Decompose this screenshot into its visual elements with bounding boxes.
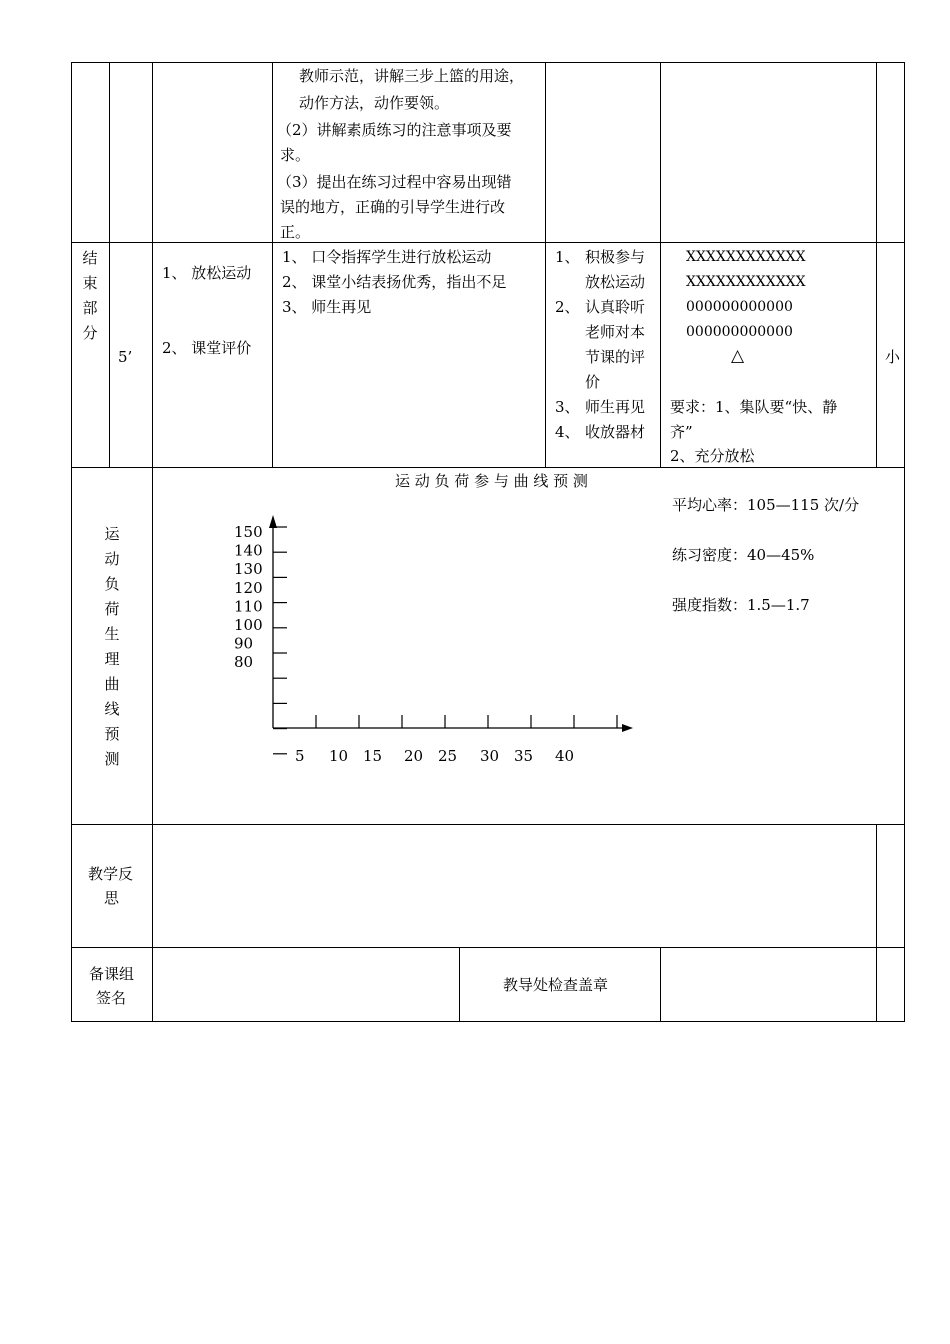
time-value: 5’: [118, 348, 133, 366]
student-activity-num: 4、: [555, 423, 580, 441]
student-activity-line: 节课的评: [585, 348, 646, 366]
row-divider-4: [71, 947, 905, 948]
table-border-right: [904, 62, 905, 1022]
x-tick-label: 30: [480, 747, 500, 765]
y-tick-label: 110: [234, 597, 263, 616]
requirement-line: 齐”: [670, 423, 693, 441]
col-divider-b: [152, 62, 153, 1022]
load-section-label: 运 动 负 荷 生 理 曲 线 预 测: [104, 525, 120, 768]
student-activity-line: 老师对本: [585, 323, 646, 341]
intensity-index-stat: 强度指数：1.5—1.7: [672, 596, 810, 614]
y-tick-label: 140: [234, 541, 263, 560]
student-activity-num: 2、: [555, 298, 580, 316]
x-tick-label: 25: [438, 747, 458, 765]
teacher-text-line: （3）提出在练习过程中容易出现错: [277, 173, 512, 191]
student-activity-num: 3、: [555, 398, 580, 416]
student-activity-line: 积极参与: [585, 248, 646, 266]
x-tick-label: 35: [514, 747, 534, 765]
col-divider-c: [272, 62, 273, 467]
teacher-text-line: 正。: [280, 223, 311, 241]
content-item: 2、 课堂评价: [162, 339, 252, 357]
y-tick-label: 120: [234, 578, 263, 597]
student-activity-line: 师生再见: [585, 398, 646, 416]
teacher-text-line: 误的地方，正确的引导学生进行改: [280, 198, 506, 216]
y-tick-label: 150: [234, 523, 263, 541]
teacher-text-line: 教师示范，讲解三步上篮的用途，: [299, 67, 525, 85]
x-tick-label: 15: [363, 747, 383, 765]
heart-rate-stat: 平均心率：105—115 次/分: [672, 496, 860, 514]
y-tick-label: 100: [234, 616, 263, 634]
col-divider-d: [545, 62, 546, 467]
row-divider-1: [71, 242, 905, 243]
student-activity-line: 价: [585, 373, 601, 391]
col-divider-f: [876, 62, 877, 467]
teacher-activity-item: 3、 师生再见: [282, 298, 372, 316]
signature-label-line: 备课组: [89, 965, 135, 983]
teacher-position-symbol: △: [731, 346, 745, 366]
y-tick-label: 130: [234, 560, 263, 579]
reflection-label-line: 思: [104, 889, 120, 907]
row-divider-3: [71, 824, 905, 825]
teacher-activity-item: 1、 口令指挥学生进行放松运动: [282, 248, 492, 266]
student-activity-num: 1、: [555, 248, 580, 266]
teacher-activity-item: 2、 课堂小结表扬优秀，指出不足: [282, 273, 507, 291]
check-stamp-label: 教导处检查盖章: [503, 976, 609, 994]
x-tick-label: 5: [295, 747, 305, 765]
teacher-text-line: 求。: [280, 146, 311, 164]
table-border-top: [71, 62, 905, 63]
col-divider-h: [660, 947, 661, 1022]
col-divider-e: [660, 62, 661, 467]
x-tick-label: 40: [555, 747, 575, 765]
formation-row: 000000000000: [686, 299, 793, 315]
content-item: 1、 放松运动: [162, 264, 252, 282]
student-activity-line: 收放器材: [585, 423, 646, 441]
x-axis-arrow: [622, 724, 633, 732]
intensity-value: 小: [885, 348, 901, 366]
y-tick-label: 80: [234, 653, 254, 672]
signature-label-line: 签名: [96, 989, 127, 1007]
col-divider-a: [109, 62, 110, 467]
requirement-line: 要求：1、集队要“快、静: [670, 398, 838, 416]
col-divider-f2: [876, 824, 877, 1022]
teacher-text-line: 动作方法，动作要领。: [299, 94, 450, 112]
col-divider-g: [459, 947, 460, 1022]
formation-row: 000000000000: [686, 324, 793, 340]
student-activity-line: 放松运动: [585, 273, 646, 291]
table-border-bottom: [71, 1021, 905, 1022]
formation-row: XXXXXXXXXXXX: [686, 274, 806, 290]
requirement-line: 2、充分放松: [670, 447, 755, 465]
y-tick-label: 90: [234, 634, 254, 653]
part-label: 结 束 部 分: [82, 249, 98, 342]
chart-title: 运 动 负 荷 参 与 曲 线 预 测: [395, 472, 588, 490]
table-border-left: [71, 62, 72, 1022]
teacher-text-line: （2）讲解素质练习的注意事项及要: [277, 121, 512, 139]
reflection-label-line: 教学反: [88, 865, 134, 883]
x-tick-label: 20: [404, 747, 424, 765]
row-divider-2: [71, 467, 905, 468]
x-tick-label: 10: [329, 747, 349, 765]
density-stat: 练习密度：40—45%: [672, 546, 815, 564]
student-activity-line: 认真聆听: [585, 298, 646, 316]
formation-row: XXXXXXXXXXXX: [686, 249, 806, 265]
y-axis-arrow: [269, 515, 277, 528]
